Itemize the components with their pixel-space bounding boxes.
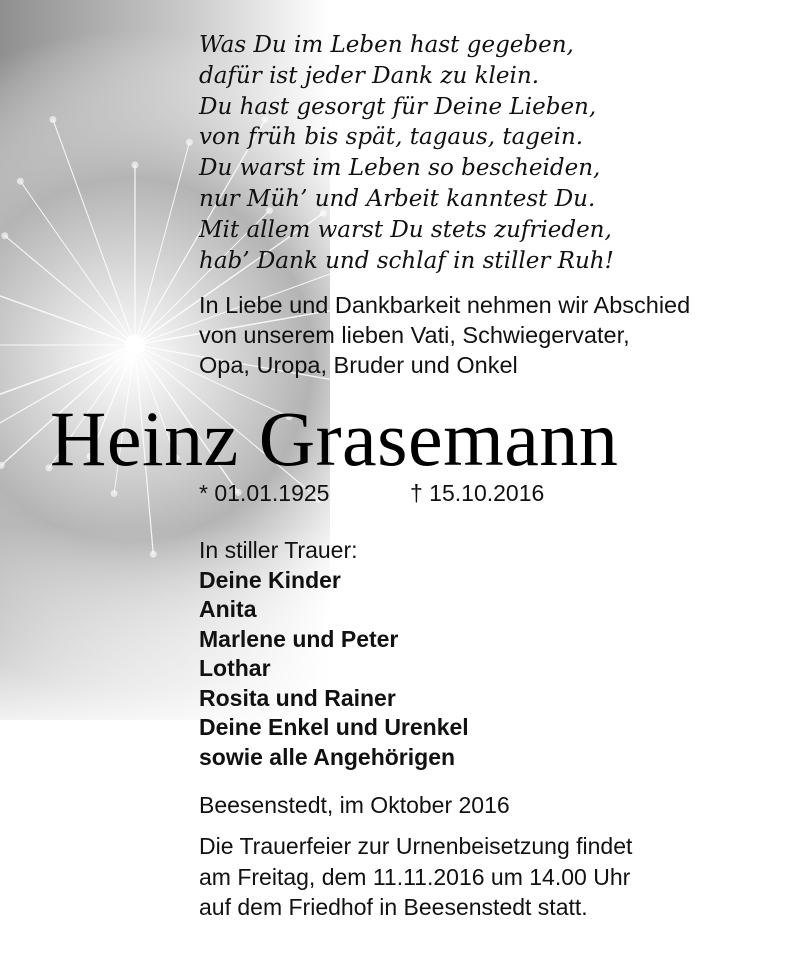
seed-tip [50, 117, 56, 123]
mourner-name: Deine Kinder [199, 566, 341, 593]
poem [199, 30, 614, 276]
mourner-name: Lothar [199, 655, 271, 681]
poem-line: Du warst im Leben so bescheiden, [199, 155, 601, 182]
poem-line: dafür ist jeder Dank zu klein. [199, 62, 540, 89]
farewell-intro [199, 290, 690, 380]
poem-line: Was Du im Leben hast gegeben, [199, 32, 574, 58]
poem-line: hab’ Dank und schlaf in stiller Ruh! [199, 247, 614, 274]
seed-tip [17, 178, 23, 184]
service-line: am Freitag, dem 11.11.2016 um 14.00 Uhr [199, 863, 631, 890]
funeral-service-info [199, 831, 632, 923]
poem-line: Du hast gesorgt für Deine Lieben, [199, 93, 597, 120]
mourner-name: Marlene und Peter [199, 625, 399, 652]
service-line: Die Trauerfeier zur Urnenbeisetzung findet [199, 833, 633, 859]
birth-date: * 01.01.1925 [199, 480, 330, 506]
mourner-name: Rosita und Rainer [199, 684, 396, 711]
poem-line: Mit allem warst Du stets zufrieden, [199, 216, 612, 243]
seed-center [125, 335, 145, 355]
service-line: auf dem Friedhof in Beesenstedt statt. [199, 894, 588, 920]
seed-tip [150, 551, 156, 557]
death-date: † 15.10.2016 [410, 480, 545, 506]
seed-tip [132, 162, 138, 168]
seed-tip [2, 233, 8, 239]
seed-tip [111, 491, 117, 497]
mourners-heading: In stiller Trauer: [199, 537, 358, 563]
intro-line: von unserem lieben Vati, Schwiegervater, [199, 322, 630, 348]
seed-tip [0, 462, 4, 468]
mourners-block [199, 536, 469, 772]
mourner-name: Anita [199, 596, 257, 622]
poem-line: von früh bis spät, tagaus, tagein. [199, 124, 584, 151]
poem-line: nur Müh’ und Arbeit kanntest Du. [199, 185, 596, 212]
place-and-date: Beesenstedt, im Oktober 2016 [199, 792, 510, 818]
mourner-name: sowie alle Angehörigen [199, 743, 456, 770]
deceased-name: Heinz Grasemann [50, 395, 619, 482]
intro-line: Opa, Uropa, Bruder und Onkel [199, 352, 518, 378]
mourner-name: Deine Enkel und Urenkel [199, 714, 469, 740]
seed-tip [186, 139, 192, 145]
life-dates [199, 478, 545, 508]
intro-line: In Liebe und Dankbarkeit nehmen wir Abschied [199, 292, 691, 318]
seed-tip [359, 382, 365, 388]
